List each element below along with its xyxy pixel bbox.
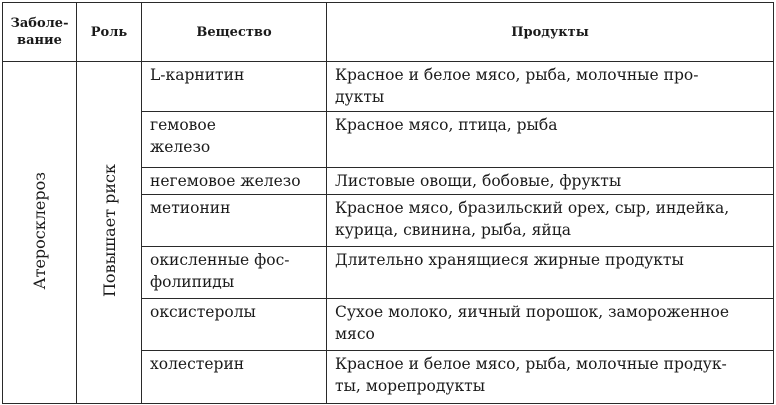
substance-cell: L-карнитин xyxy=(142,62,327,112)
header-disease-line-2: вание xyxy=(17,33,62,48)
products-cell: Сухое молоко, яичный порошок, замороженное мясо xyxy=(327,299,774,351)
data-table xyxy=(2,2,774,404)
disease-cell xyxy=(3,62,77,404)
header-disease xyxy=(3,3,77,62)
products-cell: Красное и белое мясо, рыба, молочные про- дукты xyxy=(327,62,774,112)
role-cell xyxy=(77,62,142,404)
disease-label: Атеросклероз xyxy=(30,171,49,290)
substance-cell: негемовое железо xyxy=(142,168,327,195)
header-substance: Вещество xyxy=(142,3,327,62)
substance-cell: метионин xyxy=(142,195,327,247)
header-row xyxy=(3,3,774,62)
products-cell: Красное мясо, бразильский орех, сыр, индейка, курица, свинина, рыба, яйца xyxy=(327,195,774,247)
products-cell: Красное и белое мясо, рыба, молочные продук- ты, морепродукты xyxy=(327,351,774,404)
products-cell: Листовые овощи, бобовые, фрукты xyxy=(327,168,774,195)
substance-cell: окисленные фос- фолипиды xyxy=(142,247,327,299)
products-cell: Длительно хранящиеся жирные продукты xyxy=(327,247,774,299)
substance-cell: оксистеролы xyxy=(142,299,327,351)
products-cell: Красное мясо, птица, рыба xyxy=(327,112,774,168)
header-products: Продукты xyxy=(327,3,774,62)
header-role: Роль xyxy=(77,3,142,62)
substance-cell: гемовое железо xyxy=(142,112,327,168)
header-disease-line-1: Заболе- xyxy=(10,16,69,31)
table-row xyxy=(3,62,774,112)
substance-cell: холестерин xyxy=(142,351,327,404)
role-label: Повышает риск xyxy=(99,163,119,297)
